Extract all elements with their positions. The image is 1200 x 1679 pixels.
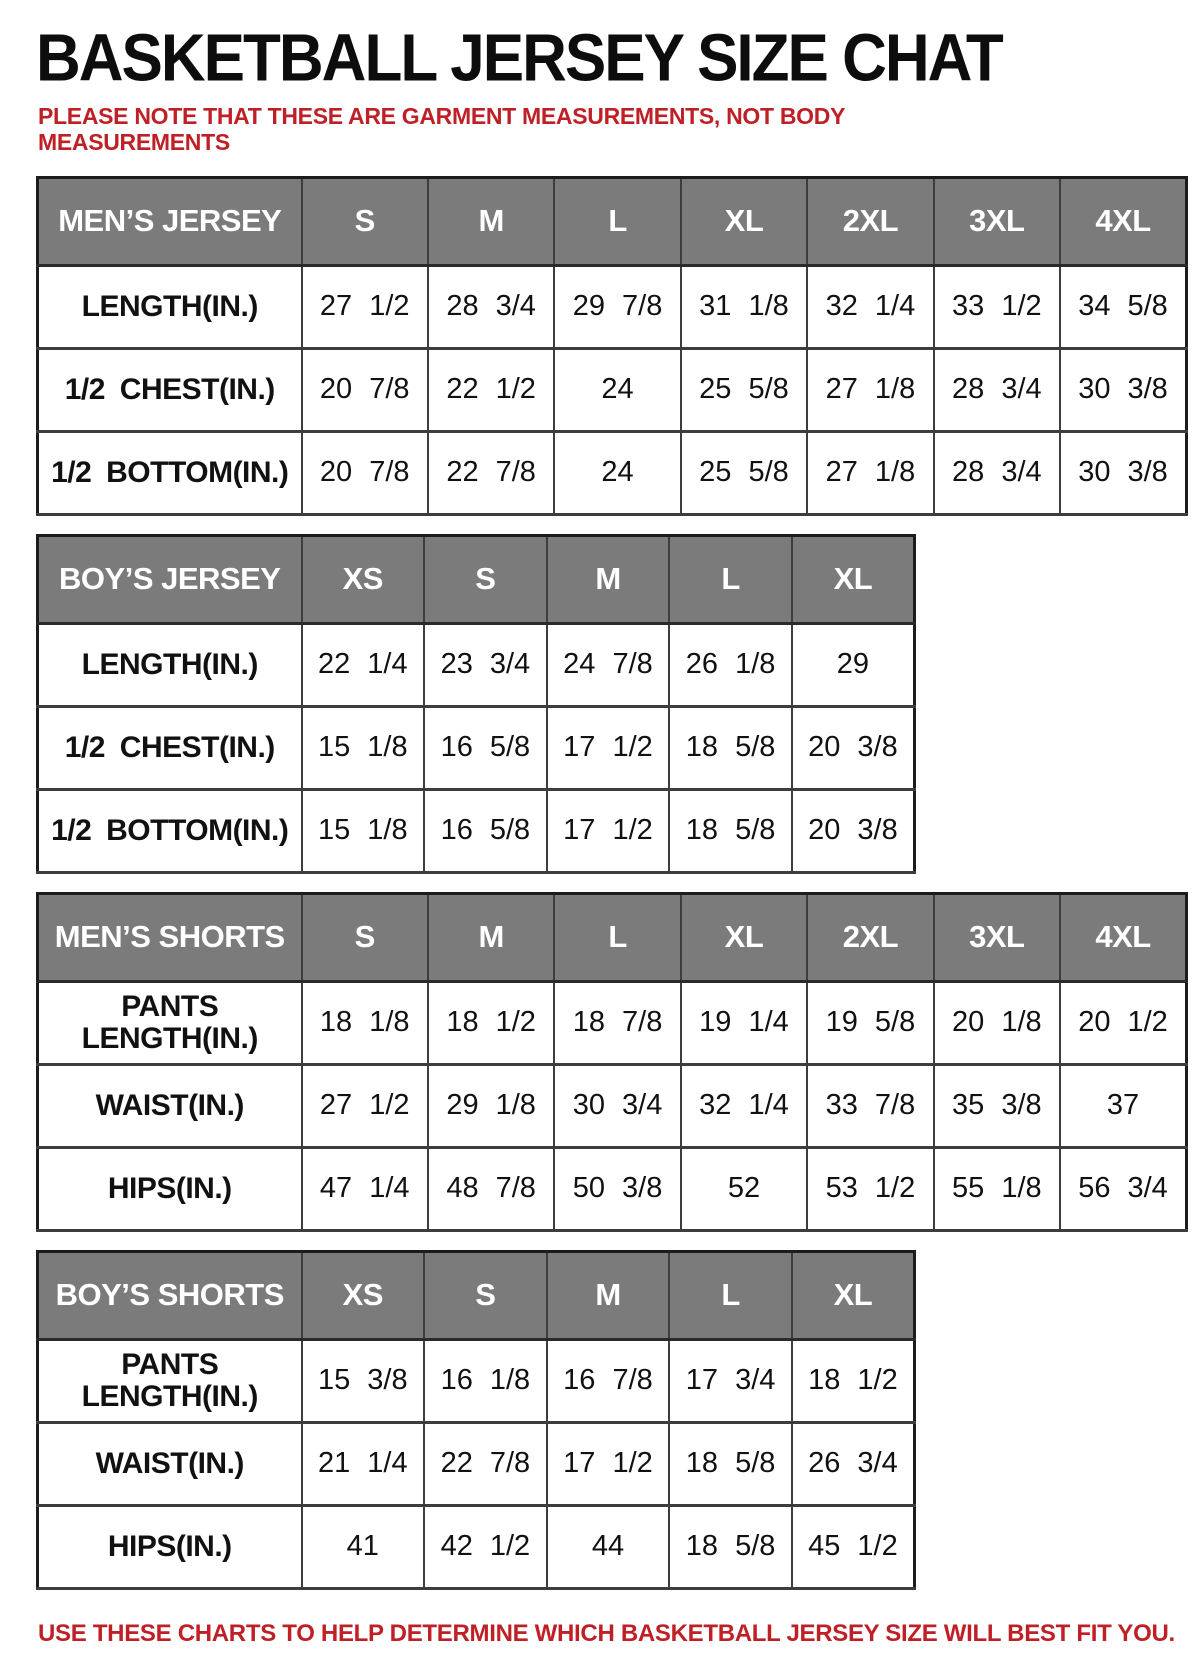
value-cell: 18 5/8 [669, 706, 792, 789]
measurement-row [38, 706, 915, 789]
measurement-row [38, 1505, 915, 1588]
value-cell: 48 7/8 [428, 1147, 554, 1230]
value-cell: 44 [547, 1505, 670, 1588]
measurement-row [38, 1339, 915, 1422]
value-cell: 16 5/8 [424, 706, 547, 789]
value-cell: 22 7/8 [428, 431, 554, 514]
size-header-cell: S [302, 893, 428, 981]
mens-shorts-table-head [38, 893, 1187, 981]
value-cell: 45 1/2 [792, 1505, 915, 1588]
row-label-cell: 1/2 CHEST(IN.) [38, 348, 302, 431]
mens-jersey-table-body [38, 265, 1187, 514]
size-header-cell: L [669, 535, 792, 623]
value-cell: 28 3/4 [428, 265, 554, 348]
value-cell: 24 [554, 431, 680, 514]
row-label-cell: HIPS(IN.) [38, 1505, 302, 1588]
size-header-cell: 3XL [934, 893, 1060, 981]
value-cell: 22 1/2 [428, 348, 554, 431]
value-cell: 18 7/8 [554, 981, 680, 1064]
value-cell: 27 1/8 [807, 348, 933, 431]
value-cell: 29 [792, 623, 915, 706]
table-title-cell: BOY’S JERSEY [38, 535, 302, 623]
row-label-cell: 1/2 BOTTOM(IN.) [38, 431, 302, 514]
size-header-cell: M [428, 893, 554, 981]
value-cell: 29 7/8 [554, 265, 680, 348]
row-label-cell: LENGTH(IN.) [38, 623, 302, 706]
header-row [38, 535, 915, 623]
page-title: BASKETBALL JERSEY SIZE CHAT [36, 21, 1002, 96]
value-cell: 32 1/4 [807, 265, 933, 348]
mens-shorts-table [36, 892, 1188, 1232]
value-cell: 22 7/8 [424, 1422, 547, 1505]
value-cell: 33 1/2 [934, 265, 1060, 348]
header-row [38, 893, 1187, 981]
value-cell: 18 5/8 [669, 789, 792, 872]
value-cell: 55 1/8 [934, 1147, 1060, 1230]
value-cell: 37 [1060, 1064, 1186, 1147]
measurement-row [38, 981, 1187, 1064]
size-header-cell: L [554, 893, 680, 981]
row-label-cell: LENGTH(IN.) [38, 265, 302, 348]
value-cell: 52 [681, 1147, 807, 1230]
size-header-cell: XL [792, 535, 915, 623]
header-row [38, 177, 1187, 265]
size-header-cell: M [547, 1251, 670, 1339]
value-cell: 30 3/8 [1060, 431, 1186, 514]
size-header-cell: L [669, 1251, 792, 1339]
value-cell: 28 3/4 [934, 348, 1060, 431]
row-label-cell: 1/2 CHEST(IN.) [38, 706, 302, 789]
table-title-cell: MEN’S JERSEY [38, 177, 302, 265]
value-cell: 18 1/2 [428, 981, 554, 1064]
value-cell: 16 5/8 [424, 789, 547, 872]
value-cell: 27 1/2 [302, 265, 428, 348]
value-cell: 23 3/4 [424, 623, 547, 706]
measurement-row [38, 265, 1187, 348]
value-cell: 34 5/8 [1060, 265, 1186, 348]
row-label-cell: PANTS LENGTH(IN.) [38, 1339, 302, 1422]
measurement-row [38, 789, 915, 872]
value-cell: 42 1/2 [424, 1505, 547, 1588]
value-cell: 50 3/8 [554, 1147, 680, 1230]
value-cell: 47 1/4 [302, 1147, 428, 1230]
value-cell: 18 1/2 [792, 1339, 915, 1422]
row-label-cell: WAIST(IN.) [38, 1422, 302, 1505]
boys-jersey-table-head [38, 535, 915, 623]
value-cell: 18 5/8 [669, 1422, 792, 1505]
mens-shorts-table-body [38, 981, 1187, 1230]
value-cell: 17 1/2 [547, 1422, 670, 1505]
value-cell: 20 1/8 [934, 981, 1060, 1064]
mens-jersey-table [36, 176, 1188, 516]
value-cell: 33 7/8 [807, 1064, 933, 1147]
value-cell: 29 1/8 [428, 1064, 554, 1147]
value-cell: 35 3/8 [934, 1064, 1060, 1147]
size-header-cell: XL [792, 1251, 915, 1339]
value-cell: 24 [554, 348, 680, 431]
value-cell: 32 1/4 [681, 1064, 807, 1147]
value-cell: 20 1/2 [1060, 981, 1186, 1064]
size-header-cell: S [424, 1251, 547, 1339]
size-header-cell: 4XL [1060, 177, 1186, 265]
measurement-row [38, 348, 1187, 431]
boys-jersey-table-body [38, 623, 915, 872]
boys-shorts-table-head [38, 1251, 915, 1339]
value-cell: 21 1/4 [302, 1422, 425, 1505]
value-cell: 20 7/8 [302, 431, 428, 514]
row-label-cell: PANTS LENGTH(IN.) [38, 981, 302, 1064]
size-header-cell: XL [681, 177, 807, 265]
value-cell: 27 1/8 [807, 431, 933, 514]
value-cell: 25 5/8 [681, 348, 807, 431]
value-cell: 41 [302, 1505, 425, 1588]
value-cell: 17 1/2 [547, 706, 670, 789]
size-header-cell: 4XL [1060, 893, 1186, 981]
measurement-row [38, 1147, 1187, 1230]
row-label-cell: HIPS(IN.) [38, 1147, 302, 1230]
boys-shorts-table [36, 1250, 916, 1590]
value-cell: 25 5/8 [681, 431, 807, 514]
value-cell: 30 3/8 [1060, 348, 1186, 431]
size-header-cell: L [554, 177, 680, 265]
value-cell: 20 3/8 [792, 789, 915, 872]
value-cell: 20 7/8 [302, 348, 428, 431]
value-cell: 27 1/2 [302, 1064, 428, 1147]
value-cell: 16 7/8 [547, 1339, 670, 1422]
value-cell: 30 3/4 [554, 1064, 680, 1147]
table-title-cell: BOY’S SHORTS [38, 1251, 302, 1339]
value-cell: 16 1/8 [424, 1339, 547, 1422]
garment-measurement-note: PLEASE NOTE THAT THESE ARE GARMENT MEASUREMENTS, NOT BODY MEASUREMENTS [38, 103, 845, 156]
value-cell: 26 1/8 [669, 623, 792, 706]
size-header-cell: M [428, 177, 554, 265]
size-header-cell: 2XL [807, 893, 933, 981]
header-row [38, 1251, 915, 1339]
boys-jersey-table [36, 534, 916, 874]
value-cell: 18 1/8 [302, 981, 428, 1064]
value-cell: 17 3/4 [669, 1339, 792, 1422]
boys-shorts-table-body [38, 1339, 915, 1588]
size-header-cell: S [424, 535, 547, 623]
measurement-row [38, 431, 1187, 514]
value-cell: 15 1/8 [302, 706, 425, 789]
row-label-cell: WAIST(IN.) [38, 1064, 302, 1147]
measurement-row [38, 623, 915, 706]
measurement-row [38, 1422, 915, 1505]
size-header-cell: XL [681, 893, 807, 981]
value-cell: 20 3/8 [792, 706, 915, 789]
value-cell: 18 5/8 [669, 1505, 792, 1588]
value-cell: 22 1/4 [302, 623, 425, 706]
value-cell: 31 1/8 [681, 265, 807, 348]
size-header-cell: XS [302, 535, 425, 623]
value-cell: 28 3/4 [934, 431, 1060, 514]
value-cell: 17 1/2 [547, 789, 670, 872]
mens-jersey-table-head [38, 177, 1187, 265]
row-label-cell: 1/2 BOTTOM(IN.) [38, 789, 302, 872]
value-cell: 19 5/8 [807, 981, 933, 1064]
size-header-cell: S [302, 177, 428, 265]
measurement-row [38, 1064, 1187, 1147]
size-header-cell: XS [302, 1251, 425, 1339]
value-cell: 15 1/8 [302, 789, 425, 872]
size-header-cell: 3XL [934, 177, 1060, 265]
table-title-cell: MEN’S SHORTS [38, 893, 302, 981]
value-cell: 26 3/4 [792, 1422, 915, 1505]
value-cell: 15 3/8 [302, 1339, 425, 1422]
value-cell: 53 1/2 [807, 1147, 933, 1230]
value-cell: 56 3/4 [1060, 1147, 1186, 1230]
size-header-cell: M [547, 535, 670, 623]
value-cell: 19 1/4 [681, 981, 807, 1064]
value-cell: 24 7/8 [547, 623, 670, 706]
size-header-cell: 2XL [807, 177, 933, 265]
chart-usage-footer: USE THESE CHARTS TO HELP DETERMINE WHICH BASKETBALL JERSEY SIZE WILL BEST FIT YOU. [38, 1619, 1175, 1647]
